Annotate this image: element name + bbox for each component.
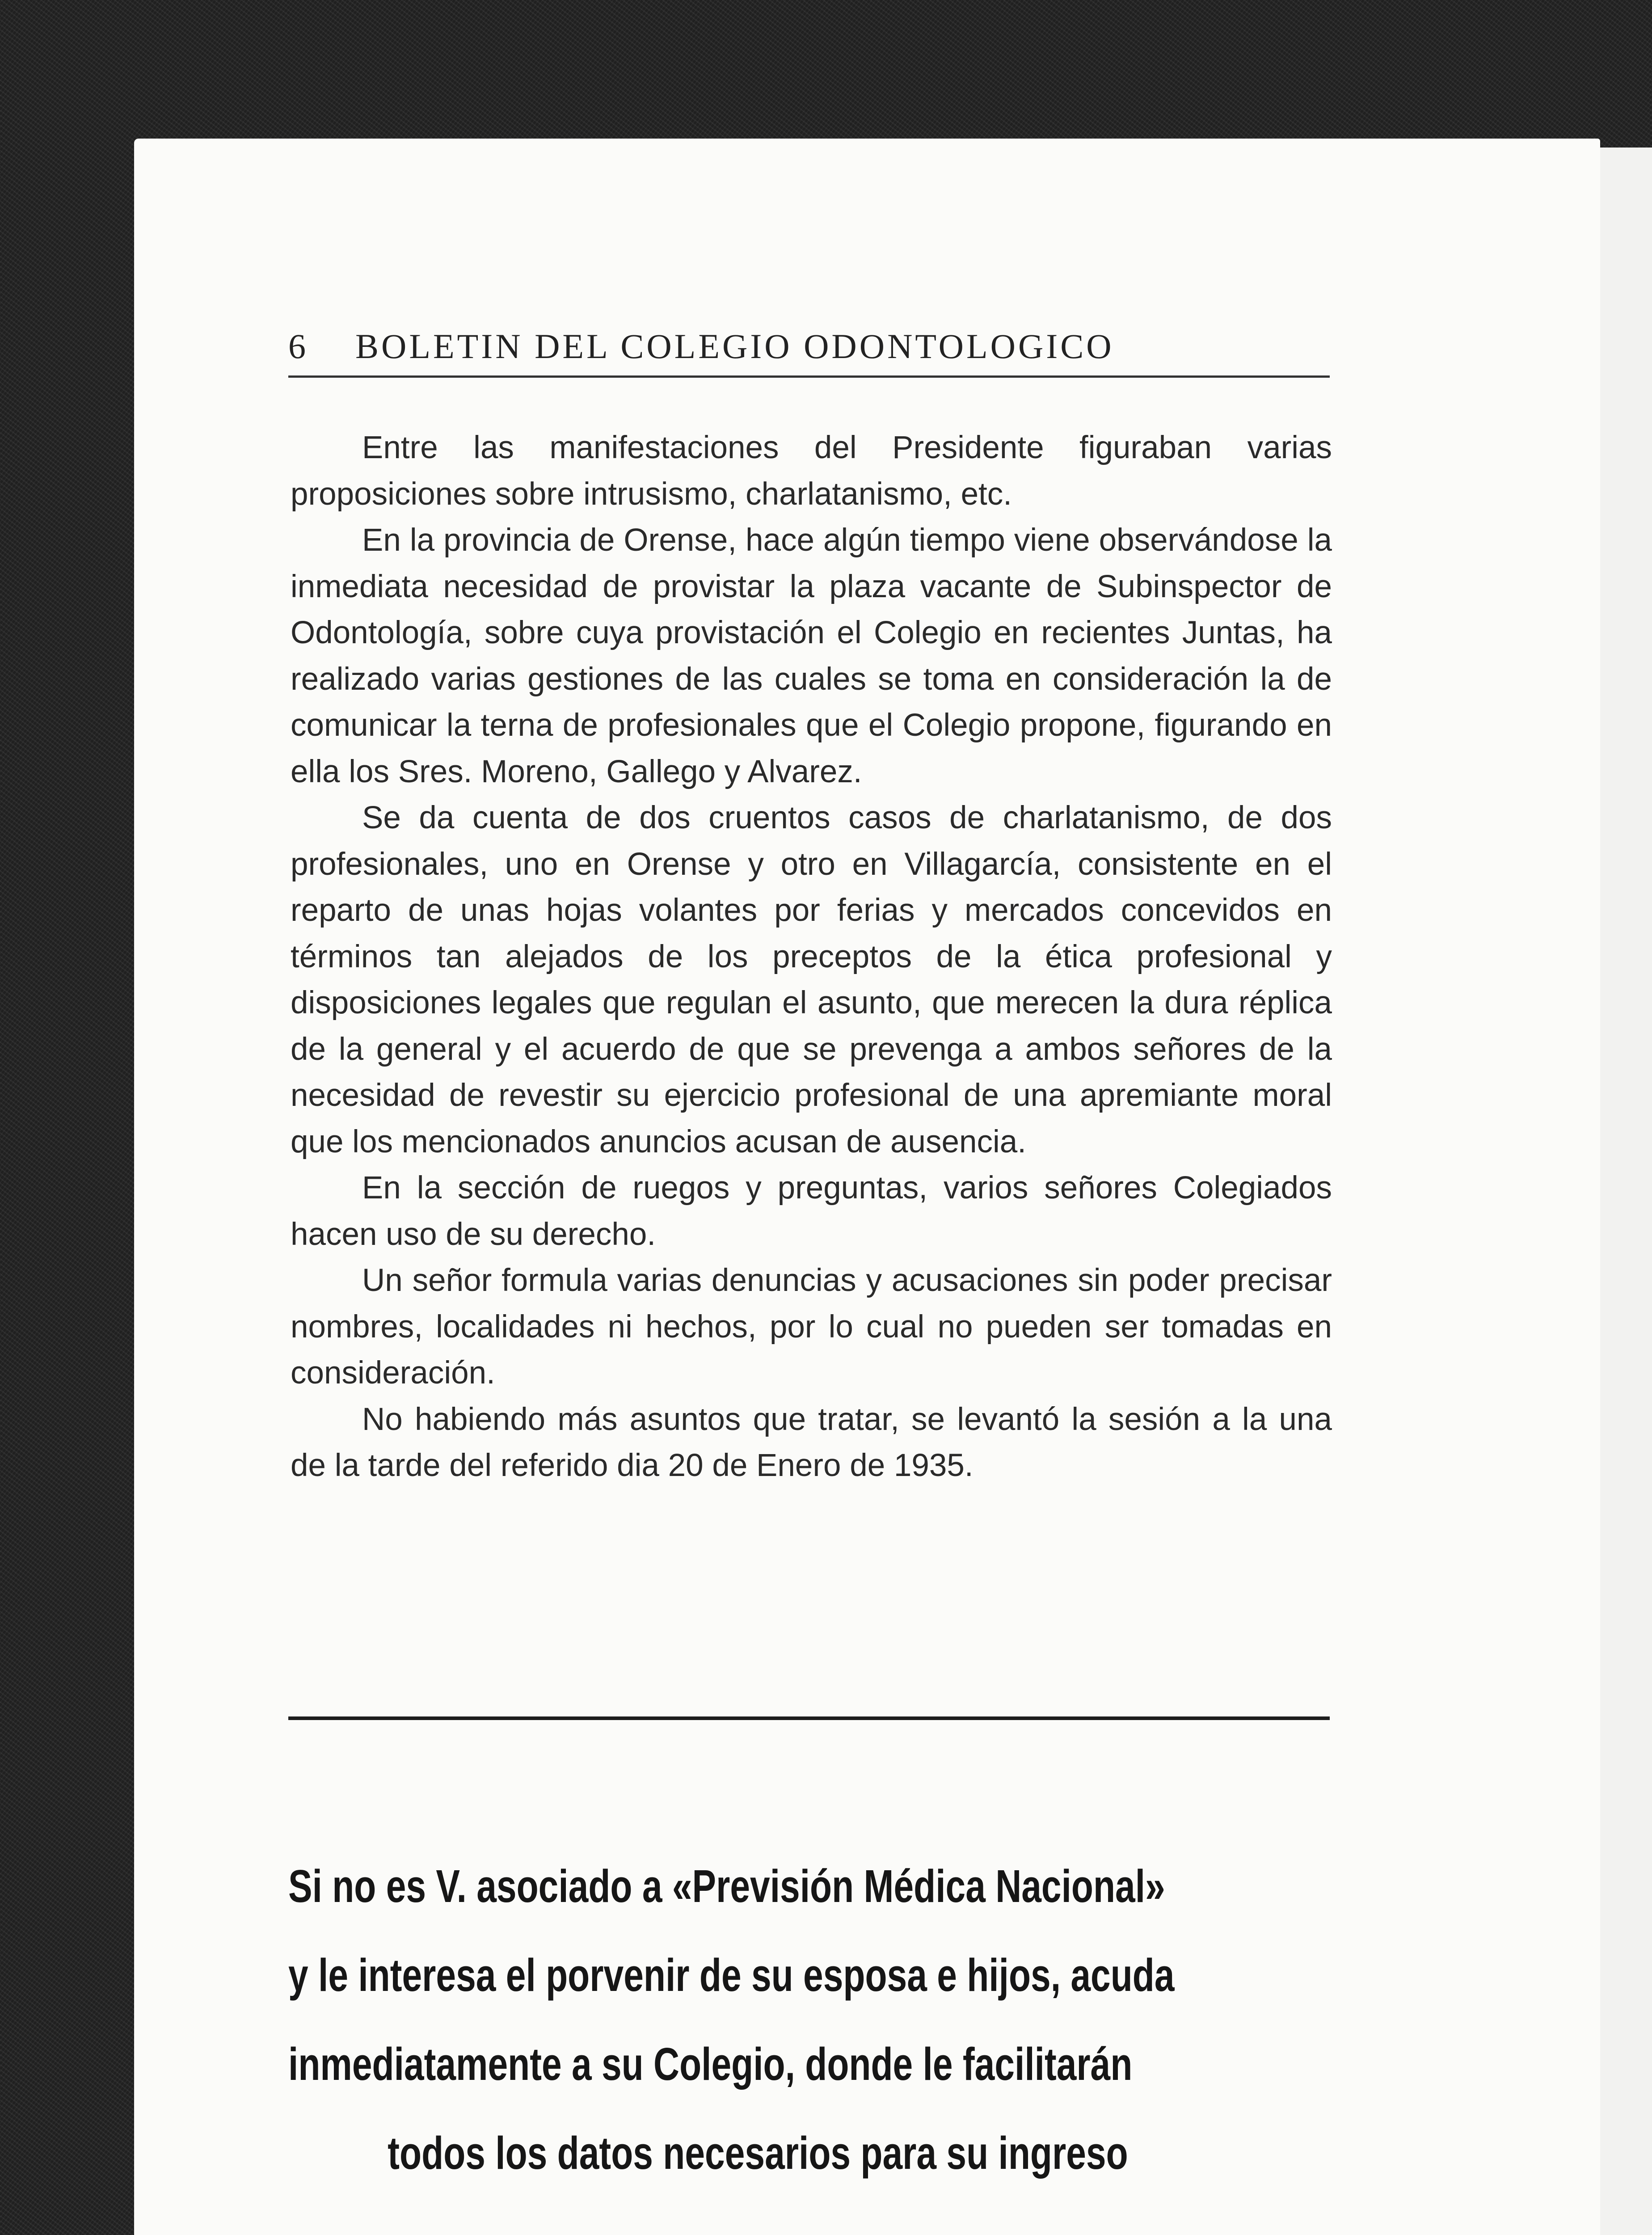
advertisement-notice <box>288 1842 1175 2197</box>
journal-title: BOLETIN DEL COLEGIO ODONTOLOGICO <box>355 327 1114 366</box>
notice-line: y le interesa el porvenir de su esposa e hijos, acuda <box>288 1949 1175 2001</box>
paragraph: Se da cuenta de dos cruentos casos de charlatanismo, de dos profesionales, uno en Orense y otro en Villagarcía, consistente en el reparto de unas hojas volantes por ferias y mercados concevidos en términos tan alejados de los preceptos de la ética profesional y disposiciones legales que regulan el asunto, que merecen la dura réplica de la general y el acuerdo de que se prevenga a ambos señores de la necesidad de revestir su ejercicio profesional de una apremiante moral que los mencionados anuncios acusan de ausencia. <box>291 800 1332 1160</box>
paragraph: Un señor formula varias denuncias y acusaciones sin poder precisar nombres, localidades ni hechos, por lo cual no pueden ser tomadas en consideración. <box>291 1263 1332 1391</box>
paragraph: Entre las manifestaciones del Presidente figuraban varias proposiciones sobre intrusismo, charlatanismo, etc. <box>291 430 1332 512</box>
page-number: 6 <box>288 327 308 366</box>
paragraph: No habiendo más asuntos que tratar, se levantó la sesión a la una de la tarde del referido dia 20 de Enero de 1935. <box>291 1401 1332 1483</box>
paragraph: En la sección de ruegos y preguntas, varios señores Colegiados hacen uso de su derecho. <box>291 1170 1332 1252</box>
section-divider <box>288 1716 1330 1720</box>
running-header <box>288 326 1330 378</box>
notice-line: Si no es V. asociado a «Previsión Médica Nacional» <box>288 1860 1165 1912</box>
notice-line: inmediatamente a su Colegio, donde le facilitarán <box>288 2038 1133 2090</box>
notice-line: todos los datos necesarios para su ingreso <box>388 2127 1128 2179</box>
minutes-text <box>291 425 1332 1489</box>
paragraph: En la provincia de Orense, hace algún tiempo viene observándose la inmediata necesidad de provistar la plaza vacante de Subinspector de Odontología, sobre cuya provistación el Colegio en recientes Juntas, ha realizado varias gestiones de las cuales se toma en consideración la de comunicar la terna de profesionales que el Colegio propone, figurando en ella los Sres. Moreno, Gallego y Alvarez. <box>291 523 1332 789</box>
